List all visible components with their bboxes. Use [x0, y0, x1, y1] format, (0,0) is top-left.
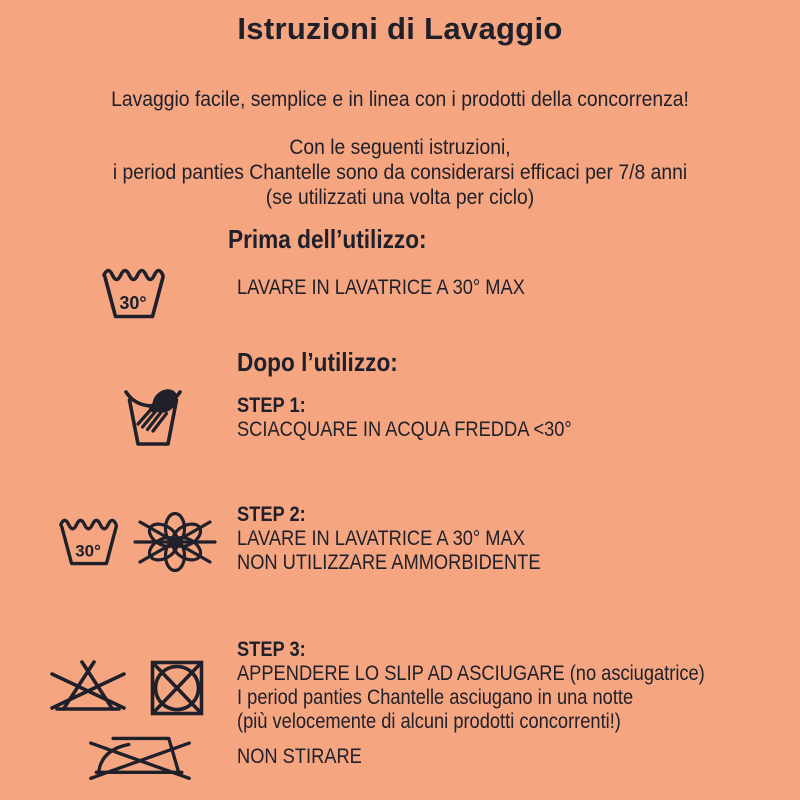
- intro-paragraph: [32, 135, 768, 210]
- hand-wash-icon: [121, 380, 185, 452]
- intro-line: (se utilizzati una volta per ciclo): [265, 186, 535, 209]
- intro-line: i period panties Chantelle sono da considerarsi efficaci per 7/8 anni: [112, 161, 688, 184]
- wash-30-icon: [100, 264, 168, 322]
- no-bleach-icon: [50, 656, 126, 718]
- step-line: (più velocemente di alcuni prodotti concorrenti!): [237, 710, 621, 733]
- step-line: LAVARE IN LAVATRICE A 30° MAX: [237, 527, 525, 550]
- no-iron-icon: [86, 731, 194, 783]
- intro-line: Con le seguenti istruzioni,: [289, 136, 511, 159]
- step-2-text: [237, 503, 541, 575]
- section-heading-after-use: Dopo l’utilizzo:: [237, 347, 398, 377]
- no-softener-icon: [132, 509, 218, 575]
- step-label: STEP 2:: [237, 503, 306, 526]
- step-3-text: [237, 638, 705, 734]
- intro-line: Lavaggio facile, semplice e in linea con i prodotti della concorrenza!: [111, 88, 689, 111]
- no-iron-text: NON STIRARE: [237, 745, 362, 768]
- wash-temperature-label: 30°: [119, 293, 147, 313]
- section-heading-before-use: Prima dell’utilizzo:: [228, 224, 427, 254]
- wash-30-icon: [57, 514, 121, 569]
- instruction-before-use: LAVARE IN LAVATRICE A 30° MAX: [237, 276, 525, 299]
- step-line: SCIACQUARE IN ACQUA FREDDA <30°: [237, 418, 572, 441]
- page-title: Istruzioni di Lavaggio: [237, 11, 563, 46]
- step-label: STEP 1:: [237, 394, 306, 417]
- step-line: NON UTILIZZARE AMMORBIDENTE: [237, 551, 541, 574]
- step-1-text: [237, 394, 572, 442]
- step-line: APPENDERE LO SLIP AD ASCIUGARE (no asciugatrice): [237, 662, 705, 685]
- step-line: I period panties Chantelle asciugano in una notte: [237, 686, 634, 709]
- step-label: STEP 3:: [237, 638, 306, 661]
- wash-temperature-label: 30°: [75, 541, 101, 561]
- no-tumble-dry-icon: [149, 659, 205, 717]
